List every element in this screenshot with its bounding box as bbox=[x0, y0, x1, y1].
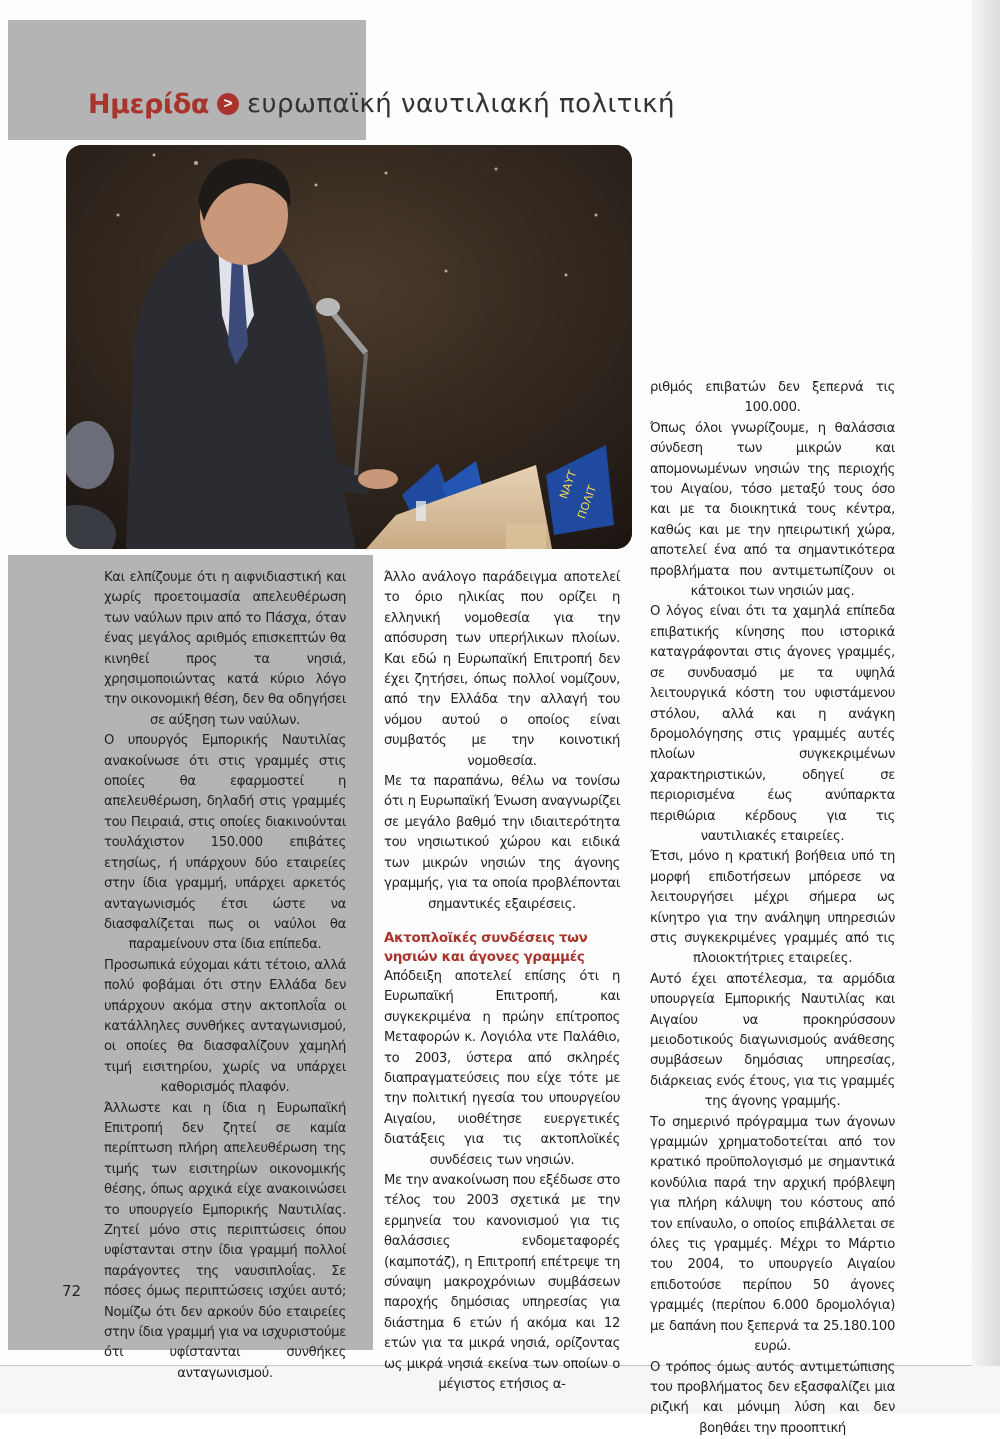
text-column-3 bbox=[650, 378, 895, 1439]
speaker-illustration bbox=[66, 145, 632, 549]
page-heading bbox=[88, 84, 675, 124]
paragraph: Με την ανακοίνωση που εξέδωσε στο τέλος του 2003 σχετικά με την ερμηνεία του κανονισμού για τις θαλάσσιες ενδομεταφορές (καμποτάζ), η Επιτροπή επέτρεψε τη σύναψη μακροχρόνιων συμβάσεων παροχής δημόσιας υπηρεσίας για διάστημα 6 ετών ή ακόμα και 12 ετών για τα μικρά νησιά, ορίζοντας ως μικρά νησιά εκείνα των οποίων ο μέγιστος ετήσιος α- bbox=[384, 1171, 620, 1395]
paragraph: Με τα παραπάνω, θέλω να τονίσω ότι η Ευρωπαϊκή Ένωση αναγνωρίζει σε μεγάλο βαθμό την ιδιαιτερότητα του νησιωτικού χώρου και ειδικά των μικρών νησιών της άγονης γραμμής, για τα οποία προβλέπονται σημαντικές εξαιρέσεις. bbox=[384, 772, 620, 915]
heading-subtitle: ευρωπαϊκή ναυτιλιακή πολιτική bbox=[247, 89, 675, 119]
flag-text-2: ΠΟΛΙΤ bbox=[575, 483, 599, 520]
paragraph: Το σημερινό πρόγραμμα των άγονων γραμμών χρηματοδοτείται από τον κρατικό προϋπολογισμό με σημαντικά κονδύλια παρά την αρχική πρόβλεψη για πλήρη κάλυψη του κόστους από τον επίναυλο, ο οποίος επιβάλλεται σε όλες τις γραμμές. Μέχρι το Μάρτιο του 2004, το υπουργείο Αιγαίου επιδοτούσε περίπου 50 άγονες γραμμές (περίπου 6.000 δρομολόγια) με δαπάνη που ξεπερνά τα 25.180.100 ευρώ. bbox=[650, 1113, 895, 1358]
paragraph: Όπως όλοι γνωρίζουμε, η θαλάσσια σύνδεση των μικρών και απομονωμένων νησιών της περιοχής του Αιγαίου, τόσο μεταξύ τους όσο και με τα διοικητικά τους κέντρα, καθώς και με την ηπειρωτική χώρα, αποτελεί ένα από τα σημαντικότερα προβλήματα που αντιμετωπίζουν οι κάτοικοι των νησιών μας. bbox=[650, 419, 895, 603]
page-edge-right bbox=[972, 0, 1000, 1414]
paragraph: Ο τρόπος όμως αυτός αντιμετώπισης του προβλήματος δεν εξασφαλίζει μια ριζική και μόνιμη λύση και δεν βοηθάει την προοπτική bbox=[650, 1358, 895, 1439]
paragraph: Απόδειξη αποτελεί επίσης ότι η Ευρωπαϊκή Επιτροπή, και συγκεκριμένα η πρώην επίτροπος Μεταφορών κ. Λογιόλα ντε Παλάθιο, το 2003, ύστερα από σκληρές διαπραγματεύσεις που είχε τότε με την πολιτική ηγεσία του υπουργείου Αιγαίου, υιοθέτησε ευεργετικές διατάξεις για τις ακτοπλοϊκές συνδέσεις των νησιών. bbox=[384, 967, 620, 1171]
text-column-1 bbox=[104, 568, 346, 1384]
paragraph: Αυτό έχει αποτέλεσμα, τα αρμόδια υπουργεία Εμπορικής Ναυτιλίας και Αιγαίου να προκηρύσσουν μειοδοτικούς διαγωνισμούς ανάθεσης συμβάσεων δημόσιας υπηρεσίας, διάρκειας ενός έτους, για τις γραμμές της άγονης γραμμής. bbox=[650, 970, 895, 1113]
page-number: 72 bbox=[62, 1282, 81, 1300]
section-subheading: Ακτοπλοϊκές συνδέσεις των νησιών και άγονες γραμμές bbox=[384, 929, 620, 967]
text-column-2 bbox=[384, 568, 620, 1395]
paragraph: Άλλωστε και η ίδια η Ευρωπαϊκή Επιτροπή δεν ζητεί σε καμία περίπτωση πλήρη απελευθέρωση της τιμής των εισιτηρίων οικονομικής θέσης, όπως αρχικά είχε ανακοινώσει το υπουργείο Εμπορικής Ναυτιλίας. Ζητεί μόνο στις περιπτώσεις όπου υφίστανται στην ίδια γραμμή πολλοί παράγοντες της ναυσιπλοΐας. Σε πόσες όμως περιπτώσεις ισχύει αυτό; Νομίζω ότι δεν αρκούν δύο εταιρείες στην ίδια γραμμή για να ισχυριστούμε ότι υφίστανται συνθήκες ανταγωνισμού. bbox=[104, 1099, 346, 1385]
heading-title: Ημερίδα bbox=[88, 89, 209, 120]
arrow-right-icon: > bbox=[217, 93, 239, 115]
paragraph: Και ελπίζουμε ότι η αιφνιδιαστική και χωρίς προετοιμασία απελευθέρωση των ναύλων πριν από το Πάσχα, όταν ένας μεγάλος αριθμός επισκεπτών θα κινηθεί προς τα νησιά, χρησιμοποιώντας κατά κύριο λόγο την οικονομική θέση, δεν θα οδηγήσει σε αύξηση των ναύλων. bbox=[104, 568, 346, 731]
paragraph: Ο υπουργός Εμπορικής Ναυτιλίας ανακοίνωσε ότι στις γραμμές στις οποίες θα εφαρμοστεί η απελευθέρωση, δηλαδή στις γραμμές του Πειραιά, στις οποίες διακινούνται τουλάχιστον 150.000 επιβάτες ετησίως, ή υπάρχουν δύο εταιρείες στην ίδια γραμμή, υπάρχει αρκετός ανταγωνισμός έτσι ώστε να διασφαλίζεται πως οι ναύλοι θα παραμείνουν στα ίδια επίπεδα. bbox=[104, 731, 346, 955]
paragraph: ριθμός επιβατών δεν ξεπερνά τις 100.000. bbox=[650, 378, 895, 419]
speaker-photo bbox=[66, 145, 632, 549]
paragraph: Έτσι, μόνο η κρατική βοήθεια υπό τη μορφή επιδοτήσεων μπόρεσε να λειτουργήσει μέχρι σήμερα ως κίνητρο για την ανάληψη υπηρεσιών στις συγκεκριμένες γραμμές από τις πλοιοκτήτριες εταιρείες. bbox=[650, 847, 895, 969]
paragraph: Προσωπικά εύχομαι κάτι τέτοιο, αλλά πολύ φοβάμαι ότι στην Ελλάδα δεν υπάρχουν ακόμα στην ακτοπλοΐα οι κατάλληλες συνθήκες ανταγωνισμού, οι οποίες θα διασφαλίζουν χαμηλή τιμή εισιτηρίου, χωρίς να υπάρχει καθορισμός πλαφόν. bbox=[104, 956, 346, 1099]
flag-text-1: ΝΑΥΤ bbox=[557, 468, 579, 500]
paragraph: Άλλο ανάλογο παράδειγμα αποτελεί το όριο ηλικίας που ορίζει η ελληνική νομοθεσία για την απόσυρση των υπερήλικων πλοίων. Και εδώ η Ευρωπαϊκή Επιτροπή δεν έχει ζητήσει, όπως πολλοί νομίζουν, από την Ελλάδα την αλλαγή του νόμου αυτού ο οποίος είναι συμβατός με την κοινοτική νομοθεσία. bbox=[384, 568, 620, 772]
paragraph: Ο λόγος είναι ότι τα χαμηλά επίπεδα επιβατικής κίνησης που ιστορικά καταγράφονται στις άγονες γραμμές, σε συνδυασμό με τα υψηλά λειτουργικά κόστη του υφιστάμενου στόλου, αλλά και η ανάγκη δρομολόγησης στις γραμμές αυτές πλοίων συγκεκριμένων χαρακτηριστικών, οδηγεί σε περιορισμένα έως ανύπαρκτα περιθώρια κέρδους για τις ναυτιλιακές εταιρείες. bbox=[650, 602, 895, 847]
